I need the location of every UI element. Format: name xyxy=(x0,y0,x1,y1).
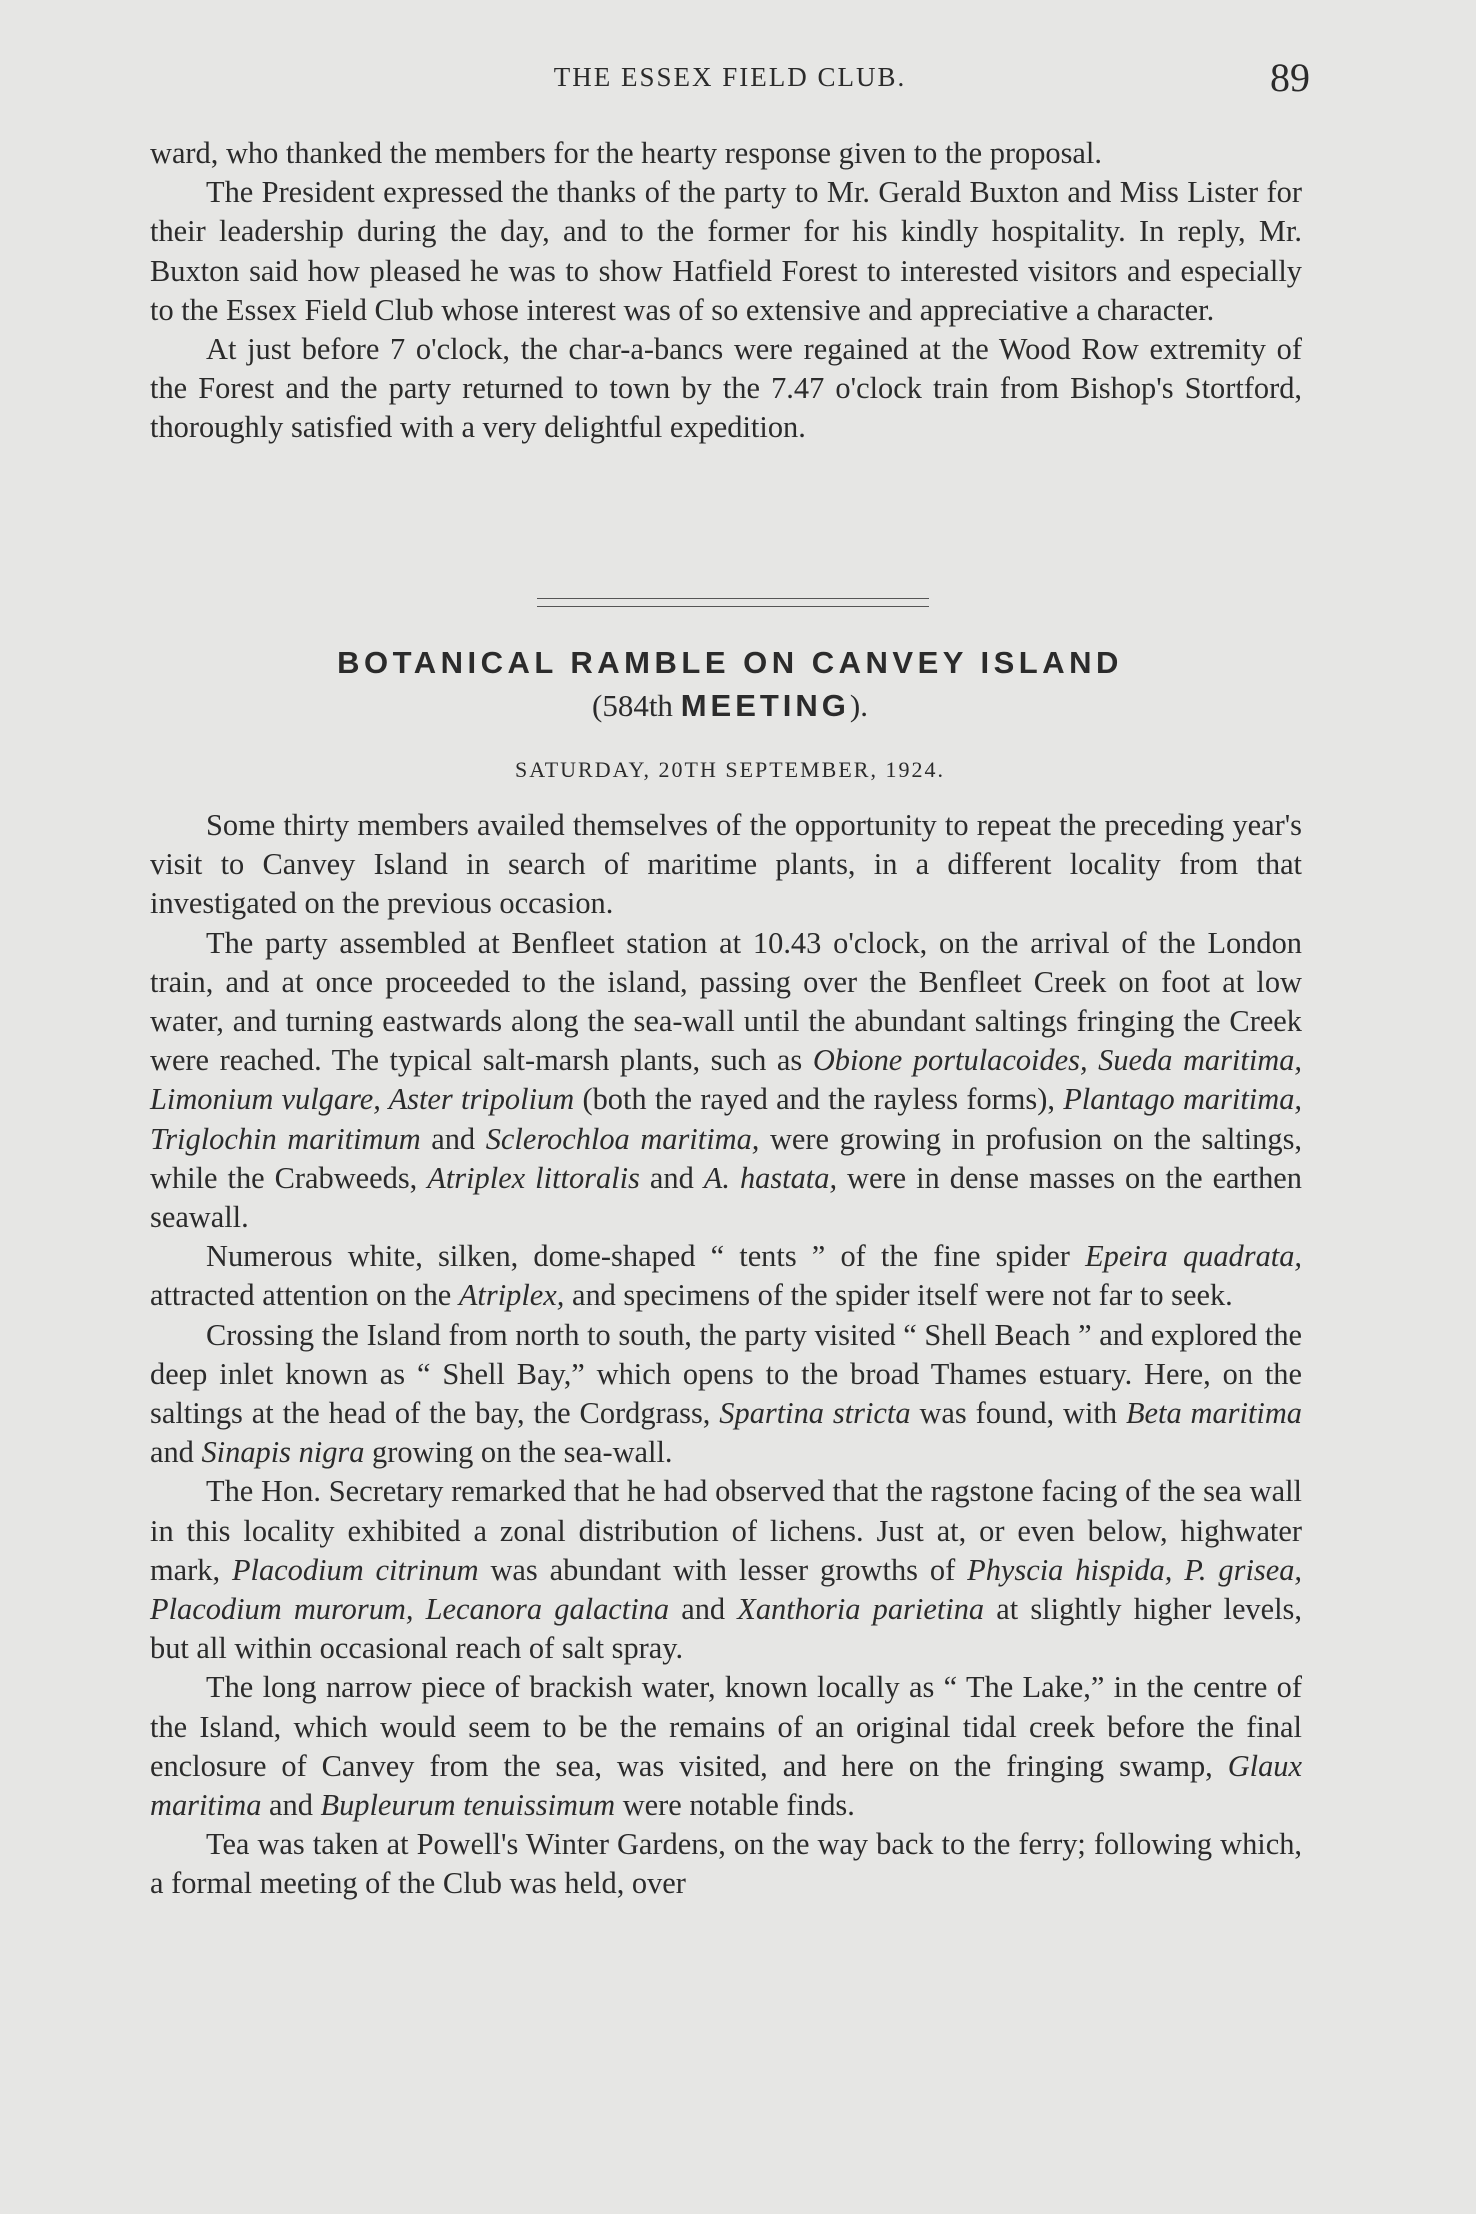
text-run: Numerous white, silken, dome-shaped “ tents ” of the fine spider xyxy=(206,1239,1086,1274)
page-number: 89 xyxy=(1270,55,1310,100)
paragraph xyxy=(150,1316,1302,1473)
species-name: Spartina stricta xyxy=(719,1396,911,1431)
species-name: Xanthoria parietina xyxy=(737,1592,985,1627)
text-run: growing on the sea-wall. xyxy=(364,1435,673,1470)
text-run: was found, with xyxy=(910,1396,1126,1431)
text-run: (both the rayed and the rayless forms), xyxy=(574,1082,1064,1117)
meeting-number xyxy=(150,688,1310,724)
species-name: Sclerochloa maritima, xyxy=(485,1121,760,1156)
paragraph xyxy=(150,1668,1302,1825)
paragraph: The President expressed the thanks of the party to Mr. Gerald Buxton and Miss Lister for their leadership during the day, and to the former for his kindly hospitality. In reply, Mr. Buxton said how pleased he was to show Hatfield Forest to interested visitors and especially to the Essex Field Club whose interest was of so extensive and appreciative a character. xyxy=(150,175,1302,327)
paragraph: Tea was taken at Powell's Winter Gardens, on the way back to the ferry; following which, a formal meeting of the Club was held, over xyxy=(150,1827,1302,1901)
species-name: Plantago maritima, Triglochin maritimum xyxy=(150,1082,1302,1156)
text-run: and xyxy=(150,1435,202,1470)
species-name: Bupleurum tenuissimum xyxy=(320,1788,616,1823)
species-name: Obione portulacoides, Sueda maritima, Limonium vulgare, Aster tripolium xyxy=(150,1043,1303,1117)
species-name: Beta maritima xyxy=(1125,1396,1302,1431)
meeting-prefix: (584th xyxy=(592,688,681,723)
species-name: Physcia hispida, P. grisea, Placodium murorum, Lecanora galactina xyxy=(150,1552,1303,1627)
text-run: was abundant with lesser growths of xyxy=(478,1552,968,1587)
text-run: The long narrow piece of brackish water, known locally as “ The Lake,” in the centre of the Island, which would seem to be the remains of an original tidal creek before the final enclosure of Canvey from the sea, was visited, and here on the fringing swamp, xyxy=(150,1670,1302,1783)
species-name: Placodium citrinum xyxy=(231,1552,479,1587)
text-run: Crossing the Island from north to south, the party visited “ Shell Beach ” and explored the deep inlet known as “ Shell Bay,” which opens to the broad Thames estuary. Here, on the saltings at the head of the bay, the Cordgrass, xyxy=(150,1317,1302,1431)
continued-text xyxy=(150,134,1302,448)
species-name: Atriplex littoralis xyxy=(427,1160,640,1195)
text-run: were in dense masses on the earthen seawall. xyxy=(150,1160,1302,1235)
text-run: were growing in profusion on the saltings, while the Crabweeds, xyxy=(150,1121,1302,1195)
text-run: and xyxy=(639,1160,704,1195)
text-run: and xyxy=(261,1788,321,1823)
text-run: The Hon. Secretary remarked that he had observed that the ragstone facing of the sea wall in this locality exhibited a zonal distribution of lichens. Just at, or even below, highwater mark, xyxy=(150,1474,1302,1587)
text-run: attracted attention on the xyxy=(150,1278,459,1313)
paragraph: At just before 7 o'clock, the char-a-bancs were regained at the Wood Row extremity of the Forest and the party returned to town by the 7.47 o'clock train from Bishop's Stortford, thoroughly satisfied with a very delightful expedition. xyxy=(150,332,1302,445)
text-run: and xyxy=(420,1121,486,1156)
meeting-word: MEETING xyxy=(680,688,850,723)
species-name: Sinapis nigra xyxy=(201,1435,365,1470)
text-run: and specimens of the spider itself were not far to seek. xyxy=(564,1278,1233,1313)
paragraph xyxy=(150,924,1302,1238)
text-run: were notable finds. xyxy=(615,1788,855,1823)
paragraph xyxy=(150,1237,1302,1315)
species-name: Atriplex, xyxy=(458,1278,565,1313)
running-head xyxy=(150,55,1310,104)
article-body xyxy=(150,806,1302,1904)
running-title: THE ESSEX FIELD CLUB. xyxy=(553,62,907,92)
section-divider xyxy=(537,598,929,607)
paragraph: ward, who thanked the members for the hearty response given to the proposal. xyxy=(150,136,1102,170)
species-name: A. hastata, xyxy=(703,1160,838,1195)
paragraph xyxy=(150,1472,1302,1668)
text-run: and xyxy=(669,1592,738,1627)
paragraph: Some thirty members availed themselves of the opportunity to repeat the preceding year's visit to Canvey Island in search of maritime plants, in a different locality from that investigated on the previous occasion. xyxy=(150,808,1302,921)
article-title: BOTANICAL RAMBLE ON CANVEY ISLAND xyxy=(337,645,1123,680)
text-run: at slightly higher levels, but all within occasional reach of salt spray. xyxy=(150,1592,1302,1666)
species-name: Glaux maritima xyxy=(150,1748,1302,1823)
meeting-date: SATURDAY, 20TH SEPTEMBER, 1924. xyxy=(515,757,945,782)
meeting-suffix: ). xyxy=(849,688,868,723)
text-run: The party assembled at Benfleet station at 10.43 o'clock, on the arrival of the London train, and at once proceeded to the island, passing over the Benfleet Creek on foot at low water, and turning eastwards along the sea-wall until the abundant saltings fringing the Creek were reached. The typical salt-marsh plants, such as xyxy=(150,925,1302,1078)
species-name: Epeira quadrata, xyxy=(1085,1239,1302,1274)
